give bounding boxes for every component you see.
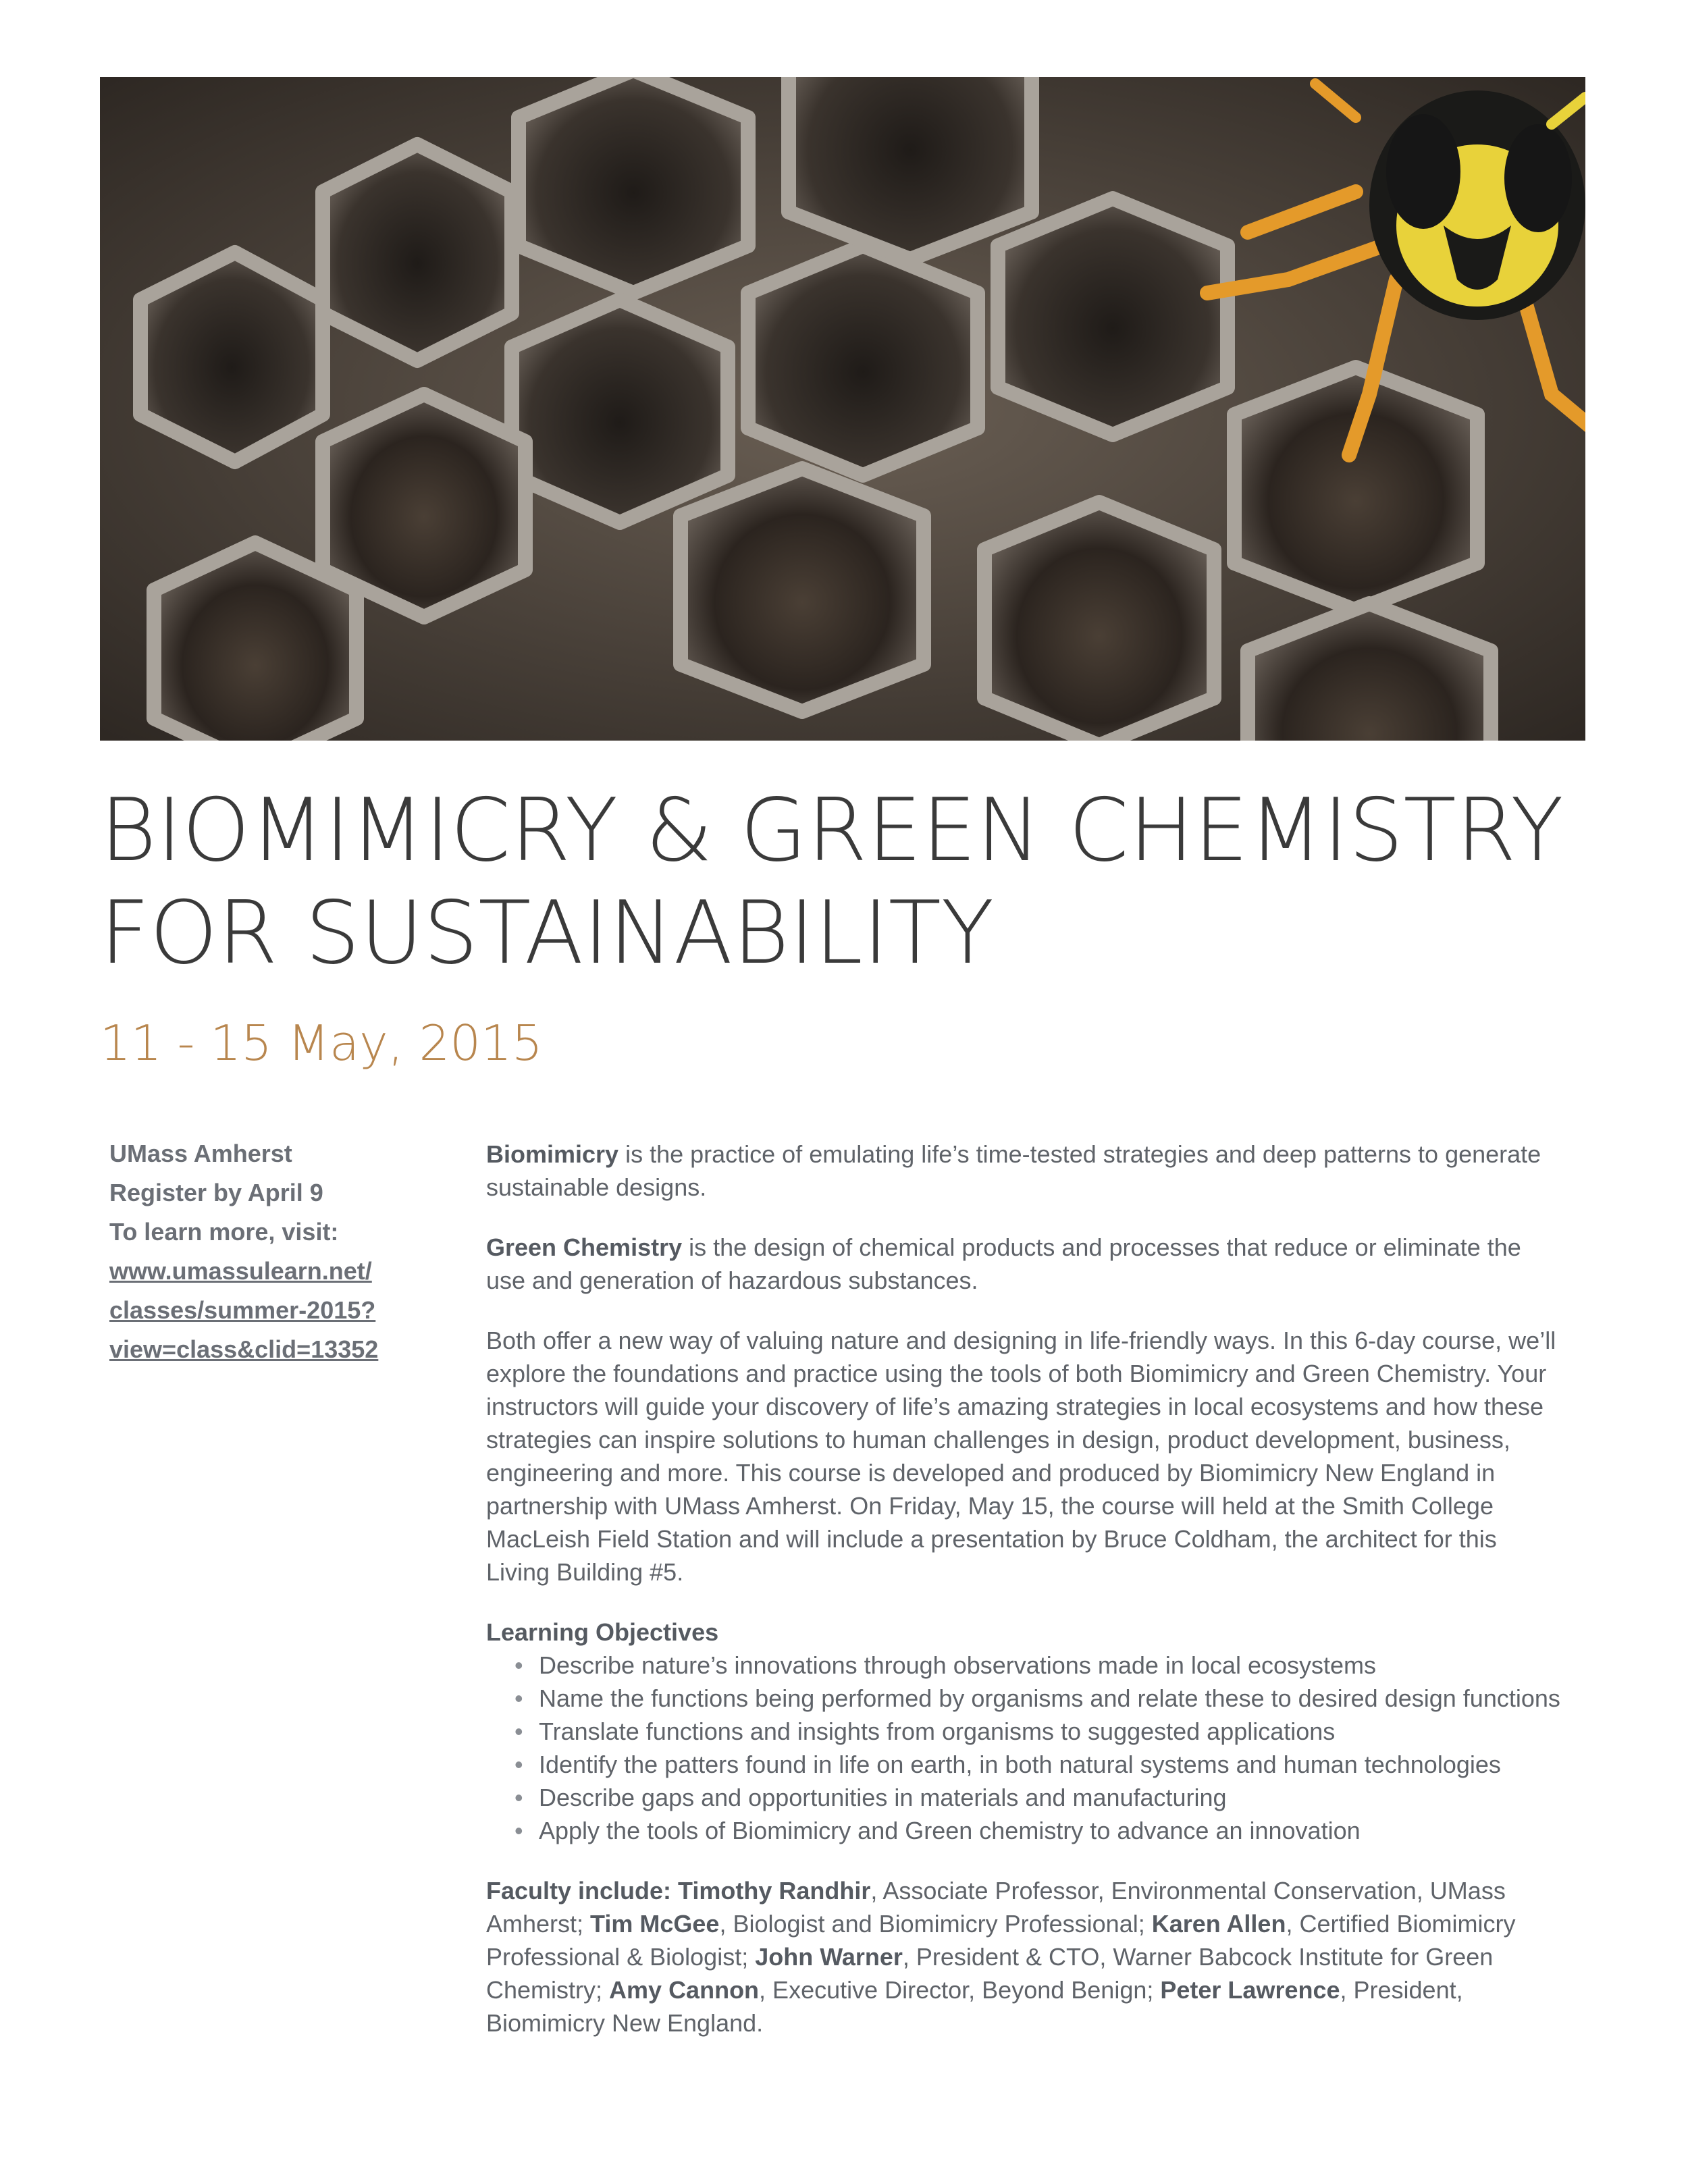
green-chemistry-definition: is the design of chemical products and processes that reduce or eliminate the use and generation of hazardous substances. bbox=[486, 1233, 1521, 1294]
faculty-name: Amy Cannon bbox=[609, 1976, 760, 2004]
biomimicry-paragraph bbox=[486, 1138, 1566, 1204]
faculty-name: John Warner bbox=[755, 1943, 903, 1971]
faculty-desc: , Associate Professor, Environmental Conservation, UMass Amherst; bbox=[486, 1877, 1506, 1938]
objective-item: • Describe gaps and opportunities in materials and manufacturing bbox=[539, 1781, 1566, 1814]
faculty-desc: , President, Biomimicry New England. bbox=[486, 1976, 1463, 2037]
faculty-name: Tim McGee bbox=[590, 1910, 720, 1938]
faculty-desc: , Executive Director, Beyond Benign; bbox=[759, 1976, 1161, 2004]
green-chemistry-paragraph bbox=[486, 1231, 1566, 1297]
title-line-1: BIOMIMICRY & GREEN CHEMISTRY bbox=[100, 780, 1564, 881]
green-chemistry-term: Green Chemistry bbox=[486, 1233, 683, 1261]
faculty-paragraph bbox=[486, 1874, 1566, 2040]
objective-item: • Name the functions being performed by organisms and relate these to desired design functions bbox=[539, 1682, 1566, 1715]
sidebar-info bbox=[109, 1134, 420, 1369]
course-link-line-3[interactable]: view=class&clid=13352 bbox=[109, 1335, 379, 1363]
course-description: Both offer a new way of valuing nature and designing in life-friendly ways. In this 6-day course, we’ll explore the foundations and practice using the tools of both Biomimicry and Green Chemistry. Your instructors will guide your discovery of life’s amazing strategies in local ecosystems and how these strategies can inspire solutions to human challenges in design, product development, business, engineering and more. This course is developed and produced by Biomimicry New England in partnership with UMass Amherst. On Friday, May 15, the course will held at the Smith College MacLeish Field Station and will include a presentation by Bruce Coldham, the architect for this Living Building #5. bbox=[486, 1327, 1556, 1586]
objective-item: • Identify the patters found in life on earth, in both natural systems and human technologies bbox=[539, 1748, 1566, 1781]
objectives-heading: Learning Objectives bbox=[486, 1618, 719, 1646]
event-dates: 11 - 15 May, 2015 bbox=[100, 1015, 543, 1071]
register-deadline-text: Register by April 9 bbox=[109, 1179, 323, 1206]
faculty-desc: , Certified Biomimicry Professional & Biologist; bbox=[486, 1910, 1516, 1971]
objectives-list bbox=[486, 1649, 1566, 1847]
course-link-line-1[interactable]: www.umassulearn.net/ bbox=[109, 1257, 372, 1285]
objective-item: • Describe nature’s innovations through observations made in local ecosystems bbox=[539, 1649, 1566, 1682]
hero-image-wasp-nest bbox=[100, 77, 1585, 741]
biomimicry-definition: is the practice of emulating life’s time-tested strategies and deep patterns to generate sustainable designs. bbox=[486, 1140, 1541, 1201]
objective-item: • Apply the tools of Biomimicry and Green chemistry to advance an innovation bbox=[539, 1814, 1566, 1847]
faculty-desc: , Biologist and Biomimicry Professional; bbox=[719, 1910, 1152, 1938]
page-title bbox=[100, 780, 1619, 985]
faculty-desc: , President & CTO, Warner Babcock Institute for Green Chemistry; bbox=[486, 1943, 1494, 2004]
title-line-2: FOR SUSTAINABILITY bbox=[100, 883, 995, 984]
location-text: UMass Amherst bbox=[109, 1140, 292, 1167]
main-content bbox=[486, 1138, 1566, 2067]
wasp-nest-illustration bbox=[100, 77, 1585, 741]
course-link-line-2[interactable]: classes/summer-2015? bbox=[109, 1296, 376, 1324]
faculty-lead: Faculty include: bbox=[486, 1877, 679, 1905]
biomimicry-term: Biomimicry bbox=[486, 1140, 619, 1168]
objective-item: • Translate functions and insights from organisms to suggested applications bbox=[539, 1715, 1566, 1748]
faculty-name: Karen Allen bbox=[1151, 1910, 1286, 1938]
faculty-name: Timothy Randhir bbox=[678, 1877, 871, 1905]
learn-more-text: To learn more, visit: bbox=[109, 1218, 339, 1246]
faculty-name: Peter Lawrence bbox=[1160, 1976, 1340, 2004]
